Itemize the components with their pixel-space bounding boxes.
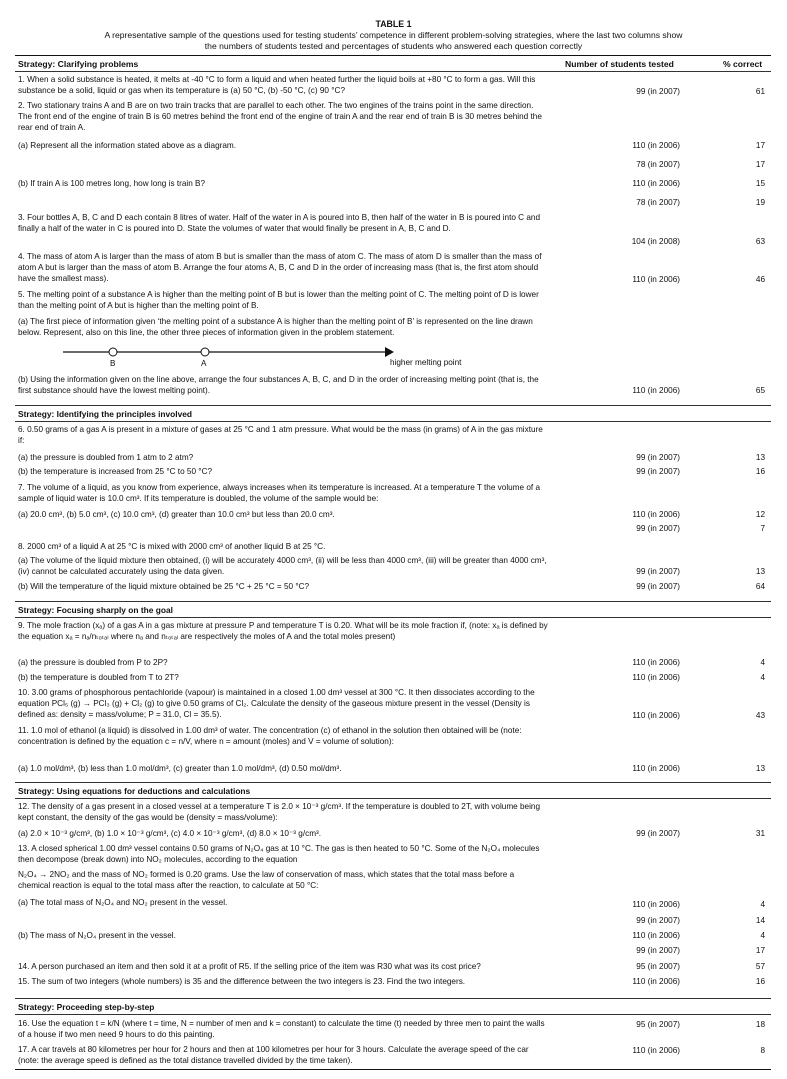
header-rule — [15, 71, 771, 72]
section-rule-4 — [15, 782, 771, 783]
tested-cell: 110 (in 2006) — [632, 658, 680, 667]
tested-cell: 78 (in 2007) — [636, 160, 680, 169]
tested-cell: 104 (in 2008) — [631, 237, 680, 246]
point-b-marker — [109, 348, 117, 356]
tested-cell: 99 (in 2007) — [636, 87, 680, 96]
correct-cell: 13 — [755, 764, 765, 773]
tested-cell: 110 (in 2006) — [632, 141, 680, 150]
correct-cell: 43 — [755, 711, 765, 720]
correct-cell: 13 — [755, 453, 765, 462]
correct-cell: 19 — [755, 198, 765, 207]
question-2: 2. Two stationary trains A and B are on two train tracks that are parallel to each other. The two engines of the trains point in the same direction. The front end of the engine of train B is 60 metres behind the front end of the engine of train A and the rear end of train B is 30 metres behind the rear end of train A. — [18, 101, 542, 132]
question-12: 12. The density of a gas present in a closed vessel at a temperature T is 2.0 × 10⁻³ g/cm³. If the temperature is doubled to 2T, with volume being kept constant, the density of the gas would be (density = mass/volume): — [18, 802, 541, 822]
tested-cell: 99 (in 2007) — [636, 946, 680, 955]
question-3: 3. Four bottles A, B, C and D each contain 8 litres of water. Half of the water in A is poured into B, then half of the water in B is poured into C and finally a half of the water in C is poured into D. State the volumes of water that would finally be present in A, B, C and D. — [18, 213, 541, 233]
correct-cell: 46 — [755, 275, 765, 284]
question-5a: (a) The first piece of information given ‘the melting point of a substance A is higher than the melting point of B’ is represented on the line drawn below. Represent, also on this line, the other three pieces of information given in the problem statement. — [18, 317, 533, 337]
correct-cell: 4 — [760, 931, 765, 940]
question-13: 13. A closed spherical 1.00 dm³ vessel contains 0.50 grams of N₂O₄ gas at 10 °C. The gas is then heated to 50 °C. Some of the N₂O₄ molecules then decompose (break down) into NO₂ molecules, according to the equation — [18, 844, 540, 864]
tested-cell: 110 (in 2006) — [632, 711, 680, 720]
column-header-correct: % correct — [723, 59, 763, 69]
question-12a: (a) 2.0 × 10⁻³ g/cm³, (b) 1.0 × 10⁻³ g/cm³, (c) 4.0 × 10⁻³ g/cm³, (d) 8.0 × 10⁻³ g/cm³. — [18, 829, 322, 838]
question-5b: (b) Using the information given on the line above, arrange the four substances A, B, C, and D in the order of increasing melting point (that is, the first substance should have the lowest melting point). — [18, 375, 539, 395]
question-8: 8. 2000 cm³ of a liquid A at 25 °C is mixed with 2000 cm³ of another liquid B at 25 °C. — [18, 542, 326, 551]
question-9: 9. The mole fraction (xₐ) of a gas A in a gas mixture at pressure P and temperature T is 0.20. What will be its mole fraction if, (note: xₐ is defined by the equation xₐ = nₐ/nₜₒₜₐₗ where nₐ and nₜₒₜₐₗ are respectively the moles of A and the total moles present) — [18, 621, 548, 641]
question-9b: (b) the temperature is doubled from T to 2T? — [18, 673, 179, 682]
question-13b: (b) The mass of N₂O₄ present in the vessel. — [18, 931, 176, 940]
section-rule-3b — [15, 617, 771, 618]
correct-cell: 57 — [755, 962, 765, 971]
tested-cell: 110 (in 2006) — [632, 386, 680, 395]
table-caption-line-1: A representative sample of the questions used for testing students’ competence in different problem-solving strategies, where the last two columns show — [104, 30, 683, 40]
correct-cell: 4 — [760, 673, 765, 682]
question-16: 16. Use the equation t = k/N (where t = time, N = number of men and k = constant) to calculate the time (t) needed by three men to paint the walls of a house if two men need 9 hours to do this painting. — [18, 1019, 545, 1039]
section-rule-2 — [15, 405, 771, 406]
strategy-5-heading: Strategy: Proceeding step-by-step — [18, 1002, 155, 1012]
correct-cell: 15 — [755, 179, 765, 188]
point-a-marker — [201, 348, 209, 356]
point-a-label: A — [201, 359, 207, 368]
column-header-tested: Number of students tested — [565, 59, 674, 69]
section-rule-5b — [15, 1014, 771, 1015]
correct-cell: 13 — [755, 567, 765, 576]
question-2a: (a) Represent all the information stated above as a diagram. — [18, 141, 236, 150]
question-4: 4. The mass of atom A is larger than the mass of atom B but is smaller than the mass of atom C. The mass of atom D is smaller than the mass of atom A but is larger than the mass of atom B. Arrange the four atoms A, B, C and D in the order of increasing mass (that is, the first atom should have the smallest mass). — [18, 252, 542, 283]
tested-cell: 110 (in 2006) — [632, 510, 680, 519]
question-6: 6. 0.50 grams of a gas A is present in a mixture of gases at 25 °C and 1 atm pressure. What would be the mass (in grams) of A in the gas mixture if: — [18, 425, 543, 445]
tested-cell: 95 (in 2007) — [636, 1020, 680, 1029]
correct-cell: 65 — [755, 386, 765, 395]
correct-cell: 12 — [755, 510, 765, 519]
question-11a: (a) 1.0 mol/dm³, (b) less than 1.0 mol/dm³, (c) greater than 1.0 mol/dm³, (d) 0.50 mol/dm³. — [18, 764, 342, 773]
correct-cell: 64 — [755, 582, 765, 591]
correct-cell: 31 — [755, 829, 765, 838]
question-14: 14. A person purchased an item and then sold it at a profit of R5. If the selling price of the item was R30 what was its cost price? — [18, 962, 481, 971]
question-6a: (a) the pressure is doubled from 1 atm to 2 atm? — [18, 453, 194, 462]
tested-cell: 110 (in 2006) — [632, 977, 680, 986]
tested-cell: 99 (in 2007) — [636, 916, 680, 925]
tested-cell: 110 (in 2006) — [632, 900, 680, 909]
correct-cell: 17 — [755, 160, 765, 169]
question-10: 10. 3.00 grams of phosphorous pentachloride (vapour) is maintained in a closed 1.00 dm³ vessel at 300 °C. It then dissociates according to the equation PCl₅ (g) → PCl₃ (g) + Cl₂ (g) to give 0.50 grams of Cl₂. Calculate the density of the gaseous mixture present in the vessel (Density is defined as: density = mass/volume; P = 31.0, Cl = 35.5). — [18, 688, 535, 719]
tested-cell: 99 (in 2007) — [636, 467, 680, 476]
section-rule-2b — [15, 421, 771, 422]
strategy-4-heading: Strategy: Using equations for deductions and calculations — [18, 786, 251, 796]
correct-cell: 4 — [760, 658, 765, 667]
tested-cell: 110 (in 2006) — [632, 275, 680, 284]
column-header-strategy: Strategy: Clarifying problems — [18, 59, 139, 69]
tested-cell: 78 (in 2007) — [636, 198, 680, 207]
tested-cell: 110 (in 2006) — [632, 673, 680, 682]
question-9a: (a) the pressure is doubled from P to 2P? — [18, 658, 168, 667]
table-title: TABLE 1 — [375, 19, 412, 29]
correct-cell: 18 — [755, 1020, 765, 1029]
tested-cell: 99 (in 2007) — [636, 524, 680, 533]
question-1: 1. When a solid substance is heated, it melts at -40 °C to form a liquid and when heated further the liquid boils at +80 °C to form a gas. Will this substance be a solid, liquid or gas when its temperature is (a) 50 °C, (b) -50 °C, (c) 90 °C? — [18, 75, 536, 95]
section-rule-5 — [15, 998, 771, 999]
correct-cell: 16 — [755, 977, 765, 986]
correct-cell: 7 — [760, 524, 765, 533]
question-2b: (b) If train A is 100 metres long, how long is train B? — [18, 179, 206, 188]
strategy-2-heading: Strategy: Identifying the principles involved — [18, 409, 193, 419]
question-15: 15. The sum of two integers (whole numbers) is 35 and the difference between the two integers is 23. Find the two integers. — [18, 977, 466, 986]
figure-axis-caption: higher melting point — [390, 358, 462, 367]
arrow-head-icon — [385, 347, 394, 357]
question-11: 11. 1.0 mol of ethanol (a liquid) is dissolved in 1.00 dm³ of water. The concentration (c) of ethanol in the solution then obtained will be (note: concentration is defined by the equation c = n/V, where n = amount (moles) and V = volume of solution): — [18, 726, 522, 746]
tested-cell: 99 (in 2007) — [636, 829, 680, 838]
tested-cell: 110 (in 2006) — [632, 931, 680, 940]
correct-cell: 61 — [755, 87, 765, 96]
section-rule-4b — [15, 798, 771, 799]
tested-cell: 110 (in 2006) — [632, 179, 680, 188]
question-8a: (a) The volume of the liquid mixture then obtained, (i) will be accurately 4000 cm³, (ii) will be less than 4000 cm³, (iii) will be greater than 4000 cm³, (iv) cannot be calculated accurately using the data given. — [18, 556, 547, 576]
tested-cell: 110 (in 2006) — [632, 764, 680, 773]
strategy-3-heading: Strategy: Focusing sharply on the goal — [18, 605, 173, 615]
question-13a: (a) The total mass of N₂O₄ and NO₂ present in the vessel. — [18, 898, 228, 907]
question-7: 7. The volume of a liquid, as you know from experience, always increases when its temperature is increased. At a temperature T the volume of a sample of liquid water is 10.0 cm³. If its temperature is doubled, the volume of the sample would be: — [18, 483, 540, 503]
correct-cell: 14 — [755, 916, 765, 925]
tested-cell: 95 (in 2007) — [636, 962, 680, 971]
tested-cell: 110 (in 2006) — [632, 1046, 680, 1055]
question-7a: (a) 20.0 cm³, (b) 5.0 cm³, (c) 10.0 cm³, (d) greater than 10.0 cm³ but less than 20.0 cm³. — [18, 510, 335, 519]
point-b-label: B — [110, 359, 116, 368]
correct-cell: 8 — [760, 1046, 765, 1055]
correct-cell: 63 — [755, 237, 765, 246]
question-17: 17. A car travels at 80 kilometres per hour for 2 hours and then at 100 kilometres per hour for 3 hours. Calculate the average speed of the car (note: the average speed is defined as the total distance travelled divided by the time taken). — [18, 1045, 529, 1065]
top-rule — [15, 55, 771, 56]
tested-cell: 99 (in 2007) — [636, 567, 680, 576]
question-8b: (b) Will the temperature of the liquid mixture obtained be 25 °C + 25 °C = 50 °C? — [18, 582, 310, 591]
section-rule-3 — [15, 601, 771, 602]
correct-cell: 17 — [755, 946, 765, 955]
correct-cell: 16 — [755, 467, 765, 476]
question-6b: (b) the temperature is increased from 25 °C to 50 °C? — [18, 467, 213, 476]
correct-cell: 17 — [755, 141, 765, 150]
question-5: 5. The melting point of a substance A is higher than the melting point of B but is lower than the melting point of C. The melting point of D is lower than the melting point of A but is higher than the melting point of B. — [18, 290, 539, 310]
tested-cell: 99 (in 2007) — [636, 582, 680, 591]
tested-cell: 99 (in 2007) — [636, 453, 680, 462]
bottom-rule — [15, 1069, 771, 1070]
correct-cell: 4 — [760, 900, 765, 909]
table-caption-line-2: the numbers of students tested and percentages of students who answered each question correctly — [204, 41, 583, 51]
question-13-equation: N₂O₄ → 2NO₂ and the mass of NO₂ formed is 0.20 grams. Use the law of conservation of mass, which states that the total mass before a chemical reaction is equal to the total mass after the reaction, to calculate at 50 °C: — [18, 870, 515, 890]
